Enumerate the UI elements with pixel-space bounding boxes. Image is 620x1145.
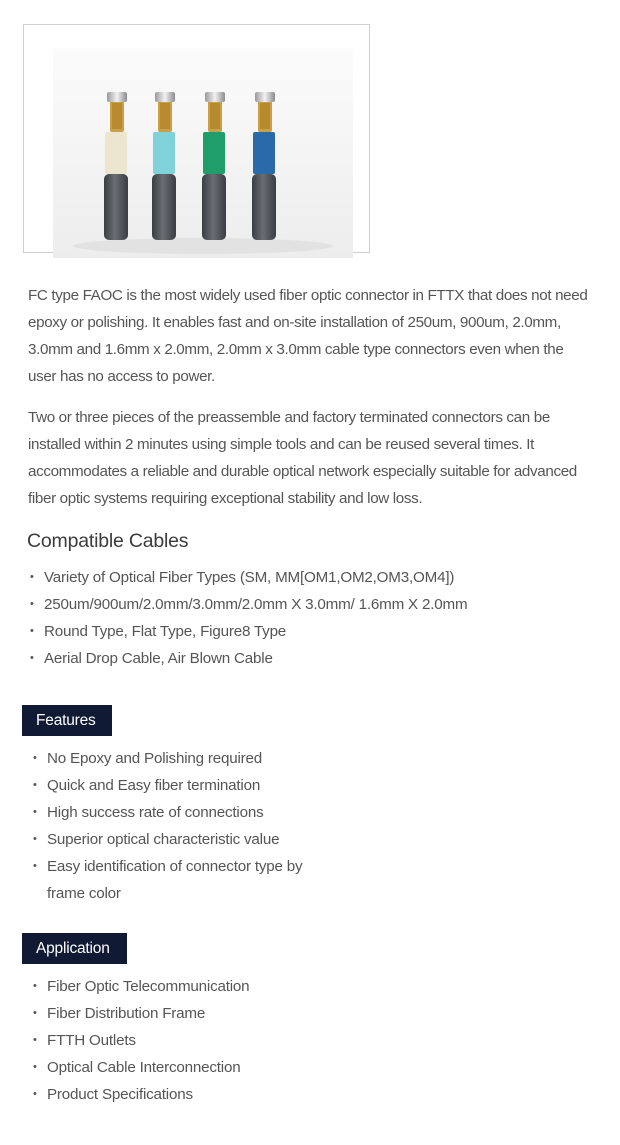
list-item: • Variety of Optical Fiber Types (SM, MM[OM1,OM2,OM3,OM4]) [28,564,598,591]
list-item: • Superior optical characteristic value [31,826,331,853]
list-item: • Fiber Distribution Frame [31,1000,331,1027]
features-list [31,745,331,907]
list-item: • FTTH Outlets [31,1027,331,1054]
features-label: Features [22,705,112,736]
compatible-cables-heading: Compatible Cables [27,530,189,552]
intro-paragraph-1: FC type FAOC is the most widely used fiber optic connector in FTTX that does not need epoxy or polishing. It enables fast and on-site installation of 250um, 900um, 2.0mm, 3.0mm and 1.6mm x 2.0mm, 2.0mm x 3.0mm cable type connectors even when the user has no access to power. [28,287,588,385]
list-item: • Fiber Optic Telecommunication [31,973,331,1000]
list-item: • Optical Cable Interconnection [31,1054,331,1081]
compatible-cables-list [28,564,598,672]
application-list [31,973,331,1108]
list-item: • Round Type, Flat Type, Figure8 Type [28,618,598,645]
application-label: Application [22,933,127,964]
list-item: • Easy identification of connector type by frame color [31,853,322,907]
list-item: • High success rate of connections [31,799,331,826]
list-item: • 250um/900um/2.0mm/3.0mm/2.0mm X 3.0mm/ 1.6mm X 2.0mm [28,591,598,618]
list-item: • Quick and Easy fiber termination [31,772,331,799]
intro-paragraph-2: Two or three pieces of the preassemble and factory terminated connectors can be installed within 2 minutes using simple tools and can be reused several times. It accommodates a reliable and durable optical network especially suitable for advanced fiber optic systems requiring exceptional stability and low loss. [28,409,577,507]
list-item: • Product Specifications [31,1081,331,1108]
list-item: • Aerial Drop Cable, Air Blown Cable [28,645,598,672]
fc-connectors-photo [53,48,353,258]
product-image-frame [23,24,370,253]
list-item: • No Epoxy and Polishing required [31,745,331,772]
